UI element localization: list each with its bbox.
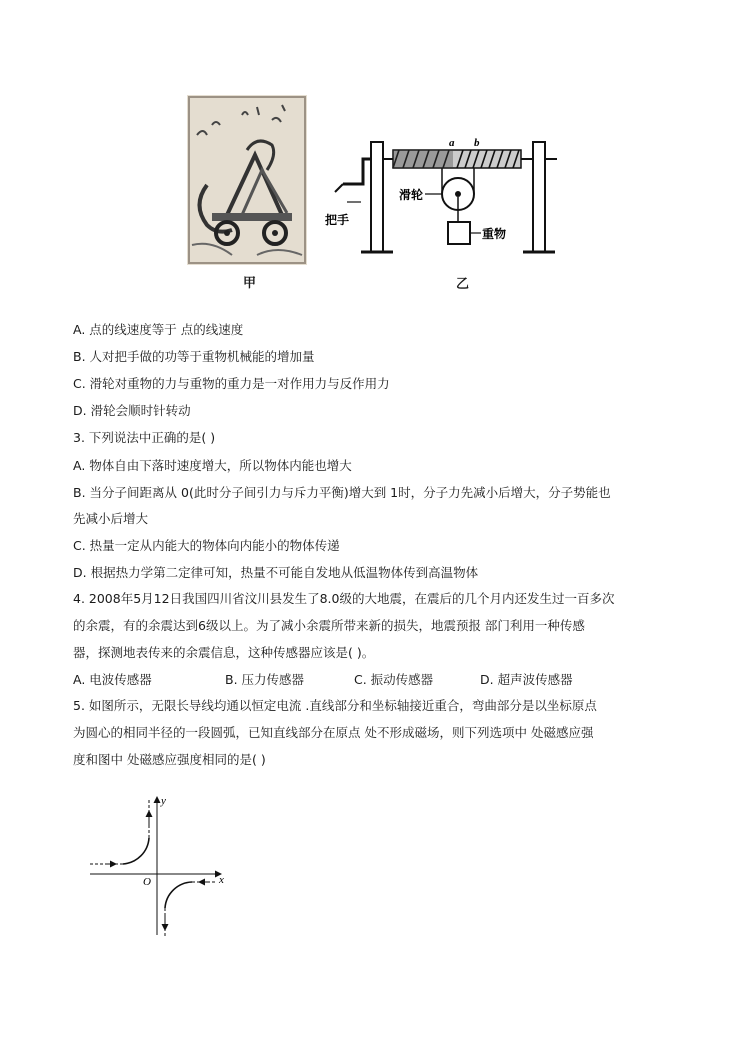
q2-option-a: A. 点的线速度等于 点的线速度 (73, 322, 244, 337)
q2-option-d: D. 滑轮会顺时针转动 (73, 403, 191, 418)
q4-option-c: C. 振动传感器 (354, 672, 434, 687)
figure-q5-wires (85, 790, 230, 940)
q2-option-c: C. 滑轮对重物的力与重物的重力是一对作用力与反作用力 (73, 376, 390, 391)
q4-options (73, 672, 673, 688)
q4-stem-line1: 4. 2008年5月12日我国四川省汶川县发生了8.0级的大地震，在震后的几个月内还发生过一百多次 (73, 591, 615, 606)
q3-option-a: A. 物体自由下落时速度增大，所以物体内能也增大 (73, 458, 352, 473)
label-b: b (474, 137, 480, 149)
q3-option-b-line2: 先减小后增大 (73, 511, 149, 526)
q4-option-a: A. 电波传感器 (73, 672, 152, 687)
caption-yi: 乙 (456, 277, 470, 292)
q5-stem-line1: 5. 如图所示，无限长导线均通以恒定电流 .直线部分和坐标轴接近重合，弯曲部分是以坐标原点 (73, 698, 597, 713)
q3-option-c: C. 热量一定从内能大的物体向内能小的物体传递 (73, 538, 340, 553)
q3-stem: 3. 下列说法中正确的是( ) (73, 430, 216, 445)
label-a: a (449, 137, 455, 149)
fig5-x-label: x (219, 874, 224, 886)
q4-option-d: D. 超声波传感器 (480, 672, 573, 687)
figure-yi-windlass (325, 122, 565, 267)
q5-stem-line2: 为圆心的相同半径的一段圆弧，已知直线部分在原点 处不形成磁场，则下列选项中 处磁感应强 (73, 725, 594, 740)
q4-stem-line2: 的余震，有的余震达到6级以上。为了减小余震所带来新的损失，地震预报 部门利用一种传感 (73, 618, 585, 633)
q3-option-b-line1: B. 当分子间距离从 0(此时分子间引力与斥力平衡)增大到 1时，分子力先减小后增大，分子势能也 (73, 485, 611, 500)
label-handle: 把手 (325, 213, 350, 227)
q4-stem-line3: 器，探测地表传来的余震信息，这种传感器应该是( )。 (73, 645, 375, 660)
q2-option-b: B. 人对把手做的功等于重物机械能的增加量 (73, 349, 315, 364)
caption-jia: 甲 (243, 276, 257, 291)
fig5-origin-label: O (143, 876, 151, 888)
figure-jia-sketch (187, 95, 307, 265)
q5-stem-line3: 度和图中 处磁感应强度相同的是( ) (73, 752, 266, 767)
label-weight: 重物 (482, 227, 507, 241)
fig5-y-label: y (161, 795, 166, 807)
q4-option-b: B. 压力传感器 (225, 672, 305, 687)
q3-option-d: D. 根据热力学第二定律可知，热量不可能自发地从低温物体传到高温物体 (73, 565, 479, 580)
label-pulley: 滑轮 (399, 188, 424, 202)
